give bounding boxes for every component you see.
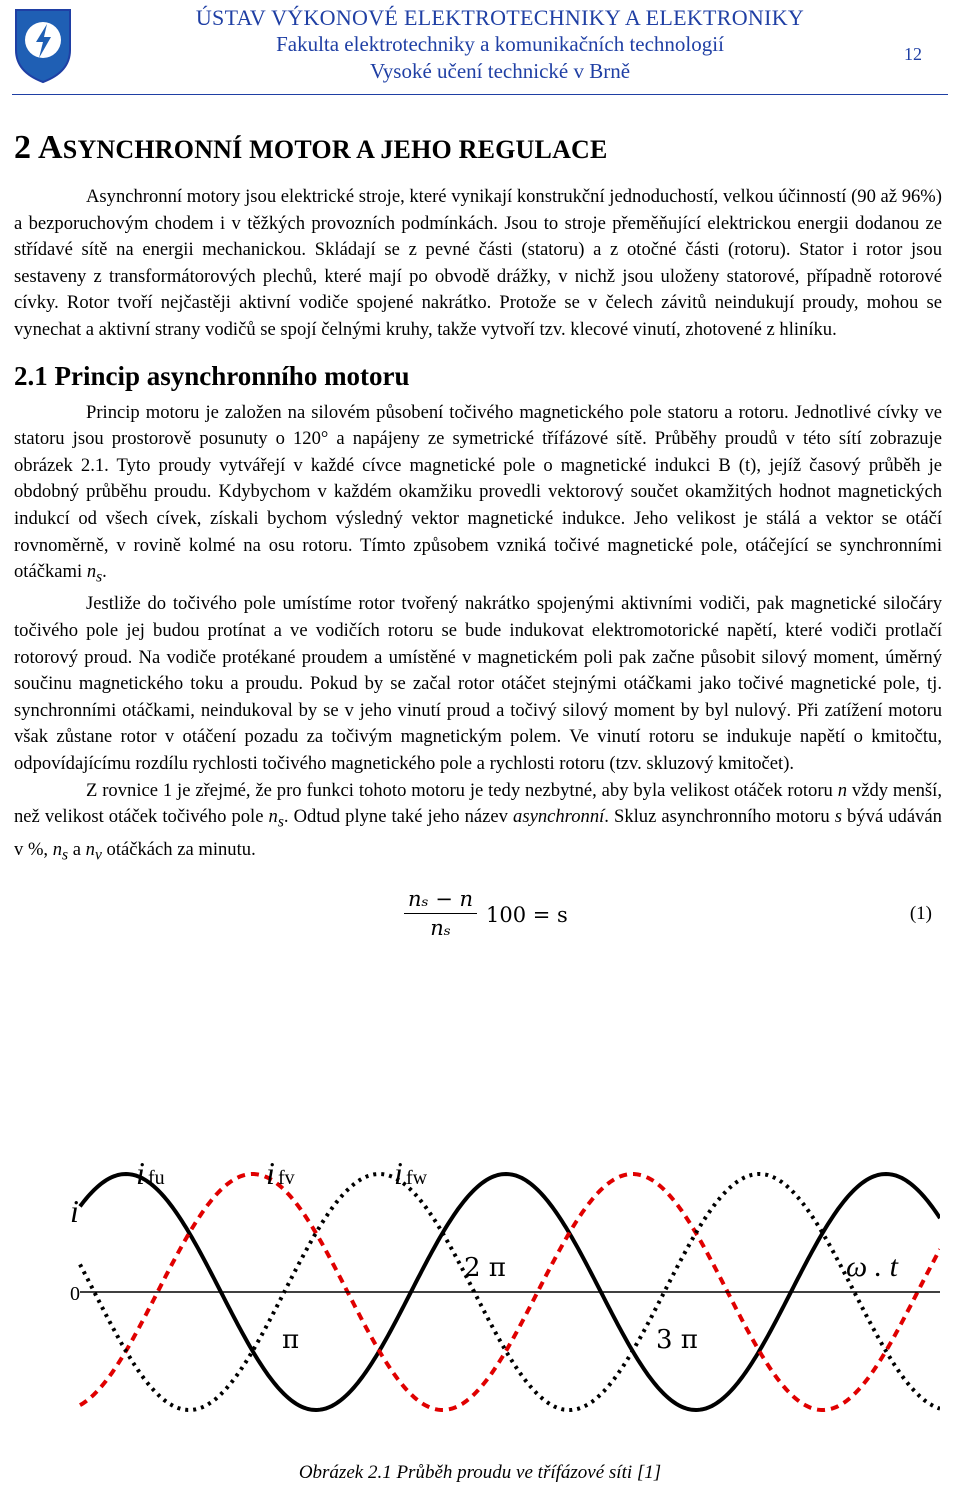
- svg-text:i: i: [394, 1155, 403, 1191]
- figure-caption: Obrázek 2.1 Průběh proudu ve třífázové síti [1]: [298, 1462, 662, 1483]
- x-axis-label: ω . t: [846, 1250, 899, 1283]
- label-i-fw: [394, 1155, 428, 1191]
- section-heading: 2.1 Princip asynchronního motoru: [14, 360, 410, 391]
- equation-numerator: nₛ − n: [404, 885, 477, 914]
- tick-pi-label: π: [282, 1325, 300, 1355]
- chapter-number: 2: [14, 129, 32, 166]
- chapter-title: SYNCHRONNÍ MOTOR A JEHO REGULACE: [62, 135, 608, 164]
- principle-text: Princip motoru je založen na silovém působení točivého magnetického pole statoru a rotoru. Jednotlivé cívky ve statoru jsou prostorově posunuty o 120° a napájeny ze symetrické třífázové sítě. Průběhy proudů v této sítí zobrazuje obrázek 2.1. Tyto proudy vytvářejí v každé cívce magnetické pole o magnetické indukci B (t), jejíž časový průběh je obdobný průběhu proudu. Kdybychom v každém okamžiku provedli vektorový součet okamžitých hodnot magnetických indukcí od všech cívek, získali bychom výsledný vektor magnetické indukce. Jeho velikost je stálá a vektor se otáčí rovnoměrně, v rovině kolmé na osu rotoru. Tímto způsobem vzniká točivé magnetické pole, otáčející se synchronními otáčkami: [14, 401, 942, 583]
- label-i-fu: [136, 1155, 165, 1191]
- page-header: [0, 0, 960, 96]
- equation-denominator: nₛ: [430, 915, 451, 940]
- three-phase-current-figure: [60, 1152, 940, 1452]
- equation-1: [14, 879, 942, 957]
- n-symbol: n: [837, 779, 848, 801]
- faculty-logo: [12, 6, 74, 84]
- s-symbol: s: [834, 806, 842, 828]
- institution-name: [130, 4, 870, 85]
- principle-paragraph: Princip motoru je založen na silovém působení točivého magnetického pole statoru a rotoru. Jednotlivé cívky ve statoru jsou prostorově posunuty o 120° a napájeny ze symetrické třífázové sítě. Průběhy proudů v této sítí zobrazuje obrázek 2.1. Tyto proudy vytvářejí v každé cívce magnetické pole o magnetické indukci B (t), jejíž časový průběh je obdobný průběhu proudu. Kdybychom v každém okamžiku provedli vektorový součet okamžitých hodnot magnetických indukcí od všech cívek, získali bychom výsledný vektor magnetické indukce. Jeho velikost je stálá a vektor se otáčí rovnoměrně, v rovině kolmé na osu rotoru. Tímto způsobem vzniká točivé magnetické pole, otáčející se synchronními otáčkami $n_s$.: [14, 401, 942, 586]
- async-term: asynchronní: [513, 806, 605, 828]
- nv-symbol: $n_v$: [85, 838, 102, 864]
- page-content: [14, 126, 942, 957]
- equation-rest: 100 = s: [486, 902, 568, 927]
- rotor-paragraph: Jestliže do točivého pole umístíme rotor tvořený nakrátko spojenými aktivními vodiči, pak magnetické siločáry točivého pole jej budou protínat a ve vodičích rotoru se bude indukovat elektromotorické napětí, které vodiči protlačí rotorový proud. Na vodiče protékané proudem a umístěné v magnetickém poli pak začne působit silový moment, úměrný součinu magnetického toku a proudu. Pokud by se začal rotor otáčet stejnými otáčkami jako točivé magnetické pole, tj. synchronními otáčkami, neindukoval by se v jeho vinutí proud a točivý silový moment by byl nulový. Při zatížení motoru však zůstane rotor v otáčení pozadu za točivým magnetickým polem. Ve vinutí rotoru se indukuje napětí o kmitočtu, odpovídajícímu rozdílu rychlosti točivého magnetického pole a rychlosti rotoru (tzv. skluzový kmitočet).: [14, 593, 942, 774]
- department-name: ÚSTAV VÝKONOVÉ ELEKTROTECHNIKY A ELEKTRONIKY: [195, 5, 805, 30]
- svg-text:fw: fw: [406, 1167, 428, 1189]
- tick-3pi-label: 3 π: [656, 1325, 698, 1355]
- equation-fraction: [404, 885, 477, 942]
- ns-symbol: $n_s$: [86, 561, 103, 586]
- svg-text:fu: fu: [148, 1167, 165, 1189]
- y-axis-label: i: [70, 1193, 79, 1229]
- faculty-name: Fakulta elektrotechniky a komunikačních technologií: [276, 32, 724, 56]
- page-number: 12: [904, 44, 922, 64]
- ns-symbol-3: $n_s$: [52, 838, 69, 864]
- intro-paragraph: Asynchronní motory jsou elektrické stroje, které vynikají konstrukční jednoduchostí, velkou účinností (90 až 96%) a bezporuchovým chodem i v těžkých provozních podmínkách. Jsou to stroje přeměňující elektrickou energii dodanou ze střídavé sítě na energii mechanickou. Skládají se z pevné části (statoru) a z otočné části (rotoru). Stator i rotor jsou sestaveny z transformátorových plechů, které mají po obvodě drážky, v nichž jsou uloženy statorové, případně rotorové cívky. Rotor tvoří nejčastěji aktivní vodiče spojené nakrátko. Protože se v čelech závitů neindukují proudy, mohou se vynechat a aktivní strany vodičů se spojí čelnými kruhy, takže vytvoří tzv. klecové vinutí, zhotovené z hliníku.: [14, 186, 942, 340]
- svg-text:i: i: [136, 1155, 145, 1191]
- ns-symbol-2: $n_s$: [268, 806, 284, 831]
- equation-number: (1): [909, 902, 932, 924]
- svg-text:i: i: [266, 1155, 275, 1191]
- header-rule: [12, 94, 948, 95]
- university-name: Vysoké učení technické v Brně: [369, 59, 631, 83]
- slip-paragraph: Z rovnice 1 je zřejmé, že pro funkci tohoto motoru je tedy nezbytné, aby byla velikost otáček rotoru n vždy menší, než velikost otáček točivého pole $n_s$. Odtud plyne také jeho název asynchronní. Skluz asynchronního motoru s bývá udáván v %, $n_s$ a $n_v$ otáčkách za minutu.: [14, 779, 942, 864]
- origin-label: 0: [70, 1283, 80, 1305]
- chapter-first-letter: A: [38, 129, 63, 166]
- tick-2pi-label: 2 π: [464, 1253, 506, 1283]
- label-i-fv: [266, 1155, 295, 1191]
- chapter-heading: [14, 126, 942, 172]
- svg-text:fv: fv: [278, 1167, 295, 1189]
